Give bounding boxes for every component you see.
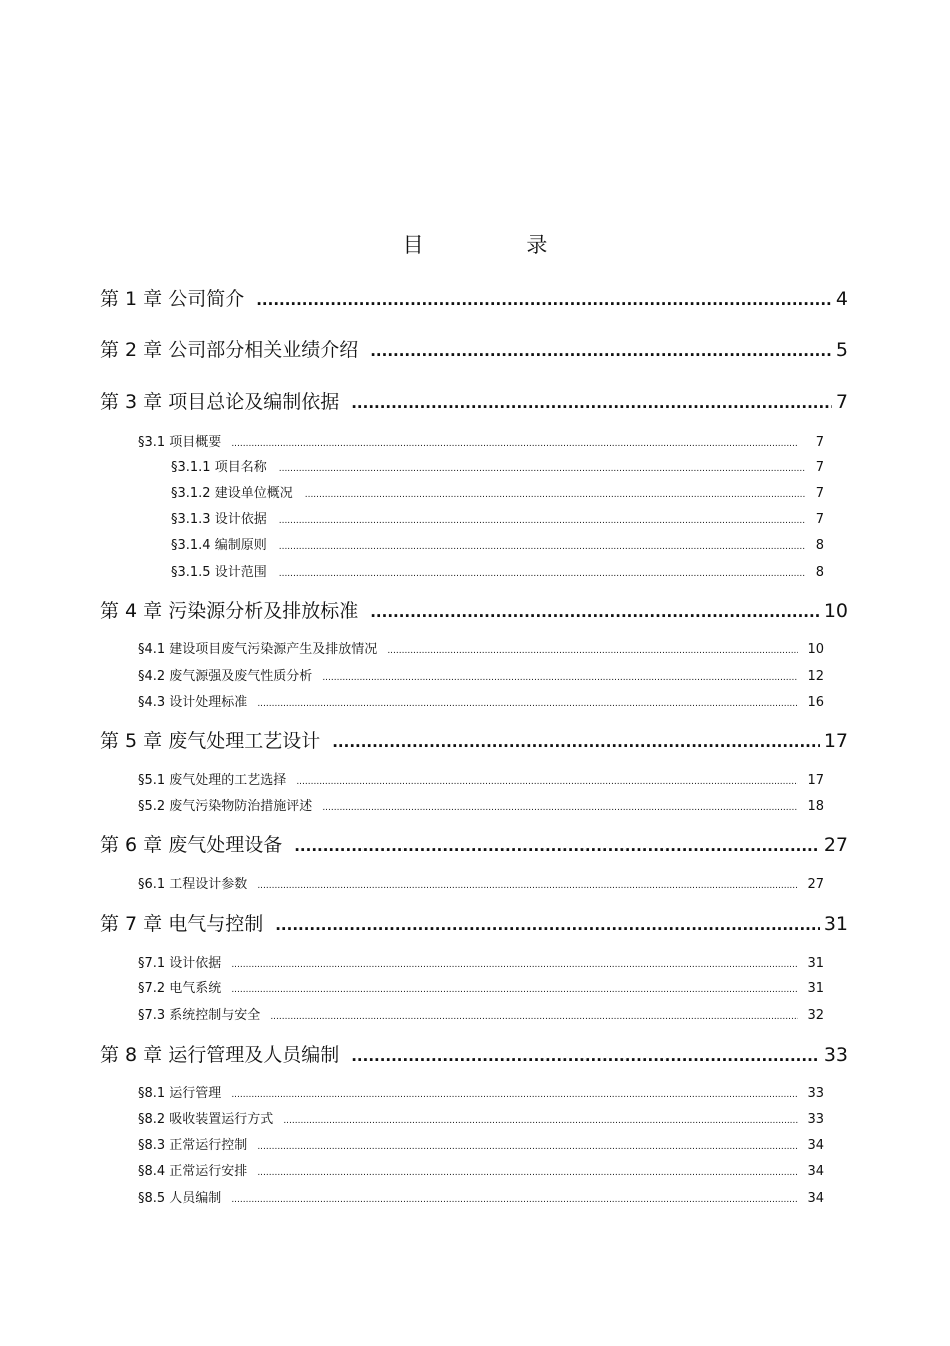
toc-section-3-1[interactable]: [138, 433, 824, 453]
toc-page-number: 4: [835, 288, 848, 310]
toc-leader-dots: [387, 641, 798, 661]
toc-section-4-1[interactable]: [138, 640, 824, 660]
toc-chapter-label: 第 5 章 废气处理工艺设计: [100, 730, 321, 752]
toc-section-label: §4.1 建设项目废气污染源产生及排放情况: [138, 642, 378, 657]
toc-page-number: 31: [823, 913, 848, 935]
toc-page-number: 17: [823, 730, 848, 752]
toc-chapter-6[interactable]: [100, 830, 848, 860]
toc-page-number: 33: [807, 1112, 824, 1127]
toc-section-8-4[interactable]: [138, 1162, 824, 1182]
toc-leader-dots: [275, 910, 820, 940]
toc-section-label: §4.2 废气源强及废气性质分析: [138, 669, 313, 684]
toc-subsection-label: §3.1.1 项目名称: [171, 460, 267, 475]
toc-page-number: 7: [815, 512, 824, 527]
toc-section-6-1[interactable]: [138, 875, 824, 895]
toc-page-number: 10: [807, 642, 824, 657]
toc-subsection-label: §3.1.2 建设单位概况: [171, 486, 293, 501]
toc-section-8-2[interactable]: [138, 1110, 824, 1130]
toc-leader-dots: [332, 727, 820, 757]
toc-leader-dots: [296, 772, 798, 792]
toc-subsection-label: §3.1.3 设计依据: [171, 512, 267, 527]
toc-section-7-3[interactable]: [138, 1006, 824, 1026]
toc-chapter-5[interactable]: [100, 726, 848, 756]
toc-page-number: 17: [807, 773, 824, 788]
toc-section-label: §4.3 设计处理标准: [138, 695, 248, 710]
toc-section-7-2[interactable]: [138, 979, 824, 999]
toc-page-number: 8: [815, 538, 824, 553]
toc-section-8-1[interactable]: [138, 1084, 824, 1104]
toc-section-label: §7.1 设计依据: [138, 956, 222, 971]
toc-leader-dots: [322, 798, 798, 818]
toc-page-number: 27: [807, 877, 824, 892]
toc-leader-dots: [351, 388, 832, 418]
toc-page-number: 7: [815, 486, 824, 501]
toc-section-5-2[interactable]: [138, 797, 824, 817]
toc-section-4-2[interactable]: [138, 667, 824, 687]
toc-page-number: 5: [835, 339, 848, 361]
toc-page-number: 10: [823, 600, 848, 622]
toc-leader-dots: [231, 980, 798, 1000]
toc-page-number: 12: [807, 669, 824, 684]
toc-subsection-3-1-4[interactable]: [171, 536, 824, 556]
toc-section-label: §8.5 人员编制: [138, 1191, 222, 1206]
toc-leader-dots: [257, 694, 798, 714]
toc-page-number: 33: [823, 1044, 848, 1066]
toc-subsection-label: §3.1.5 设计范围: [171, 565, 267, 580]
toc-leader-dots: [370, 597, 820, 627]
toc-leader-dots: [322, 668, 798, 688]
toc-leader-dots: [231, 955, 798, 975]
toc-page-number: 31: [807, 981, 824, 996]
toc-leader-dots: [370, 336, 832, 366]
toc-section-label: §5.2 废气污染物防治措施评述: [138, 799, 313, 814]
toc-page-number: 8: [815, 565, 824, 580]
toc-section-7-1[interactable]: [138, 954, 824, 974]
toc-subsection-3-1-2[interactable]: [171, 484, 824, 504]
toc-chapter-label: 第 3 章 项目总论及编制依据: [100, 391, 340, 413]
toc-chapter-label: 第 7 章 电气与控制: [100, 913, 264, 935]
toc-chapter-label: 第 1 章 公司简介: [100, 288, 245, 310]
toc-page-number: 7: [815, 460, 824, 475]
toc-leader-dots: [283, 1111, 798, 1131]
toc-chapter-3[interactable]: [100, 387, 848, 417]
toc-chapter-label: 第 4 章 污染源分析及排放标准: [100, 600, 359, 622]
toc-leader-dots: [257, 1163, 798, 1183]
toc-section-8-3[interactable]: [138, 1136, 824, 1156]
toc-page-number: 27: [823, 834, 848, 856]
toc-section-4-3[interactable]: [138, 693, 824, 713]
toc-chapter-1[interactable]: [100, 284, 848, 314]
toc-section-8-5[interactable]: [138, 1189, 824, 1209]
toc-subsection-3-1-3[interactable]: [171, 510, 824, 530]
toc-leader-dots: [294, 831, 820, 861]
toc-section-label: §8.3 正常运行控制: [138, 1138, 248, 1153]
toc-leader-dots: [279, 537, 806, 557]
toc-page-number: 7: [835, 391, 848, 413]
toc-page-number: 31: [807, 956, 824, 971]
toc-leader-dots: [231, 434, 798, 454]
toc-page-number: 34: [807, 1191, 824, 1206]
toc-subsection-label: §3.1.4 编制原则: [171, 538, 267, 553]
toc-chapter-4[interactable]: [100, 596, 848, 626]
toc-leader-dots: [257, 1137, 798, 1157]
toc-page-number: 32: [807, 1008, 824, 1023]
toc-page-number: 18: [807, 799, 824, 814]
toc-page-number: 34: [807, 1138, 824, 1153]
toc-chapter-label: 第 2 章 公司部分相关业绩介绍: [100, 339, 359, 361]
toc-leader-dots: [279, 511, 806, 531]
toc-chapter-label: 第 6 章 废气处理设备: [100, 834, 283, 856]
toc-page-number: 7: [815, 435, 824, 450]
toc-chapter-label: 第 8 章 运行管理及人员编制: [100, 1044, 340, 1066]
toc-leader-dots: [231, 1085, 798, 1105]
toc-section-label: §7.3 系统控制与安全: [138, 1008, 261, 1023]
toc-leader-dots: [270, 1007, 798, 1027]
toc-chapter-8[interactable]: [100, 1040, 848, 1070]
toc-leader-dots: [351, 1041, 820, 1071]
toc-section-5-1[interactable]: [138, 771, 824, 791]
toc-section-label: §8.1 运行管理: [138, 1086, 222, 1101]
toc-section-label: §6.1 工程设计参数: [138, 877, 248, 892]
toc-title: 目 录: [402, 233, 596, 257]
toc-leader-dots: [256, 285, 832, 315]
toc-subsection-3-1-1[interactable]: [171, 458, 824, 478]
toc-page-number: 16: [807, 695, 824, 710]
toc-page-number: 33: [807, 1086, 824, 1101]
toc-section-label: §3.1 项目概要: [138, 435, 222, 450]
toc-subsection-3-1-5[interactable]: [171, 563, 824, 583]
toc-section-label: §8.4 正常运行安排: [138, 1164, 248, 1179]
toc-section-label: §8.2 吸收装置运行方式: [138, 1112, 274, 1127]
toc-leader-dots: [279, 564, 806, 584]
toc-leader-dots: [305, 485, 806, 505]
toc-page-number: 34: [807, 1164, 824, 1179]
toc-chapter-2[interactable]: [100, 335, 848, 365]
toc-leader-dots: [257, 876, 798, 896]
toc-section-label: §7.2 电气系统: [138, 981, 222, 996]
toc-chapter-7[interactable]: [100, 909, 848, 939]
toc-leader-dots: [231, 1190, 798, 1210]
toc-section-label: §5.1 废气处理的工艺选择: [138, 773, 287, 788]
toc-leader-dots: [279, 459, 806, 479]
